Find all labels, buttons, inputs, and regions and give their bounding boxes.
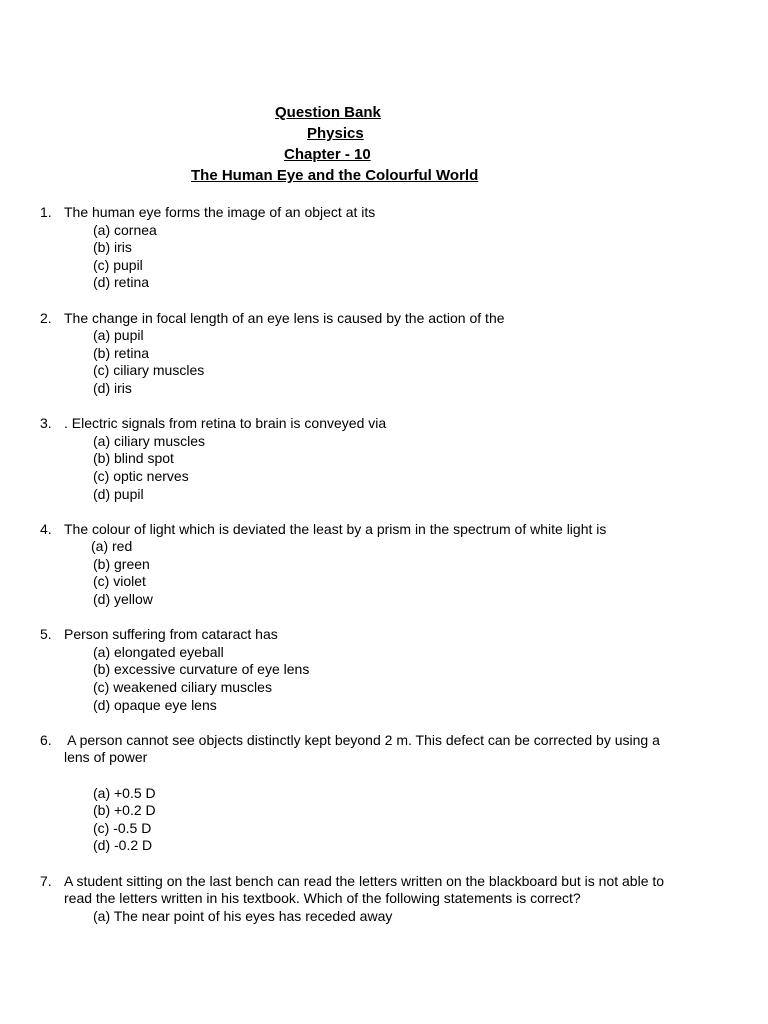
option-c: (c) ciliary muscles — [93, 362, 205, 379]
option-b: (b) excessive curvature of eye lens — [93, 661, 310, 678]
option-d: (d) -0.2 D — [93, 837, 153, 854]
options-list — [0, 785, 768, 855]
option-b: (b) blind spot — [93, 450, 174, 467]
option-d: (d) pupil — [93, 485, 144, 502]
question-number: 6. — [40, 731, 52, 748]
option-b: (b) iris — [93, 239, 132, 256]
doc-title: Question Bank — [275, 104, 381, 121]
question-text — [64, 732, 684, 767]
option-a: (a) The near point of his eyes has receded away — [93, 907, 393, 924]
option-d: (d) iris — [93, 379, 132, 396]
option-a: (a) red — [91, 538, 133, 555]
option-d: (d) yellow — [93, 591, 153, 608]
question-number: 4. — [40, 520, 52, 537]
blank-line — [0, 767, 768, 785]
question-number: 5. — [40, 626, 52, 643]
chapter-title: The Human Eye and the Colourful World — [191, 167, 479, 184]
question-6 — [0, 732, 768, 855]
option-a: (a) pupil — [93, 327, 144, 344]
subject-title: Physics — [307, 125, 364, 142]
option-d: (d) retina — [93, 274, 150, 291]
question-list — [0, 204, 768, 943]
option-c: (c) violet — [93, 573, 146, 590]
question-number: 2. — [40, 309, 52, 326]
question-text: The change in focal length of an eye lens is caused by the action of the — [64, 309, 505, 326]
option-c: (c) -0.5 D — [93, 819, 152, 836]
question-text: The colour of light which is deviated the least by a prism in the spectrum of white light is — [64, 520, 607, 537]
question-number: 1. — [40, 204, 52, 220]
options-list — [0, 433, 768, 503]
option-b: (b) green — [93, 555, 150, 572]
question-text-line-2: lens of power — [64, 749, 148, 766]
option-b: (b) retina — [93, 344, 150, 361]
option-d: (d) opaque eye lens — [93, 696, 217, 713]
options-list — [0, 908, 768, 926]
question-text-line-1: A person cannot see objects distinctly kept beyond 2 m. This defect can be corrected by using a — [64, 731, 660, 748]
option-b: (b) +0.2 D — [93, 802, 156, 819]
question-text-line-1: A student sitting on the last bench can read the letters written on the blackboard but is not able to — [64, 872, 665, 889]
question-3 — [0, 415, 768, 503]
question-text — [64, 873, 684, 908]
option-a: (a) cornea — [93, 221, 157, 238]
question-text: The human eye forms the image of an object at its — [64, 204, 376, 220]
question-number: 3. — [40, 415, 52, 432]
chapter-number: Chapter - 10 — [284, 146, 371, 163]
question-number: 7. — [40, 872, 52, 889]
option-a: (a) elongated eyeball — [93, 643, 224, 660]
question-5 — [0, 626, 768, 714]
option-a: (a) ciliary muscles — [93, 432, 206, 449]
option-c: (c) weakened ciliary muscles — [93, 679, 272, 696]
question-2 — [0, 310, 768, 398]
question-4 — [0, 521, 768, 609]
options-list — [0, 538, 768, 608]
option-a: (a) +0.5 D — [93, 784, 156, 801]
options-list — [0, 327, 768, 397]
options-list — [0, 644, 768, 714]
question-7 — [0, 873, 768, 926]
question-text: Person suffering from cataract has — [64, 626, 278, 643]
option-c: (c) optic nerves — [93, 467, 189, 484]
question-1 — [0, 204, 768, 292]
question-text-line-2: read the letters written in his textbook. Which of the following statements is correct? — [64, 890, 581, 907]
question-text: . Electric signals from retina to brain is conveyed via — [64, 415, 387, 432]
option-c: (c) pupil — [93, 256, 143, 273]
options-list — [0, 222, 768, 292]
